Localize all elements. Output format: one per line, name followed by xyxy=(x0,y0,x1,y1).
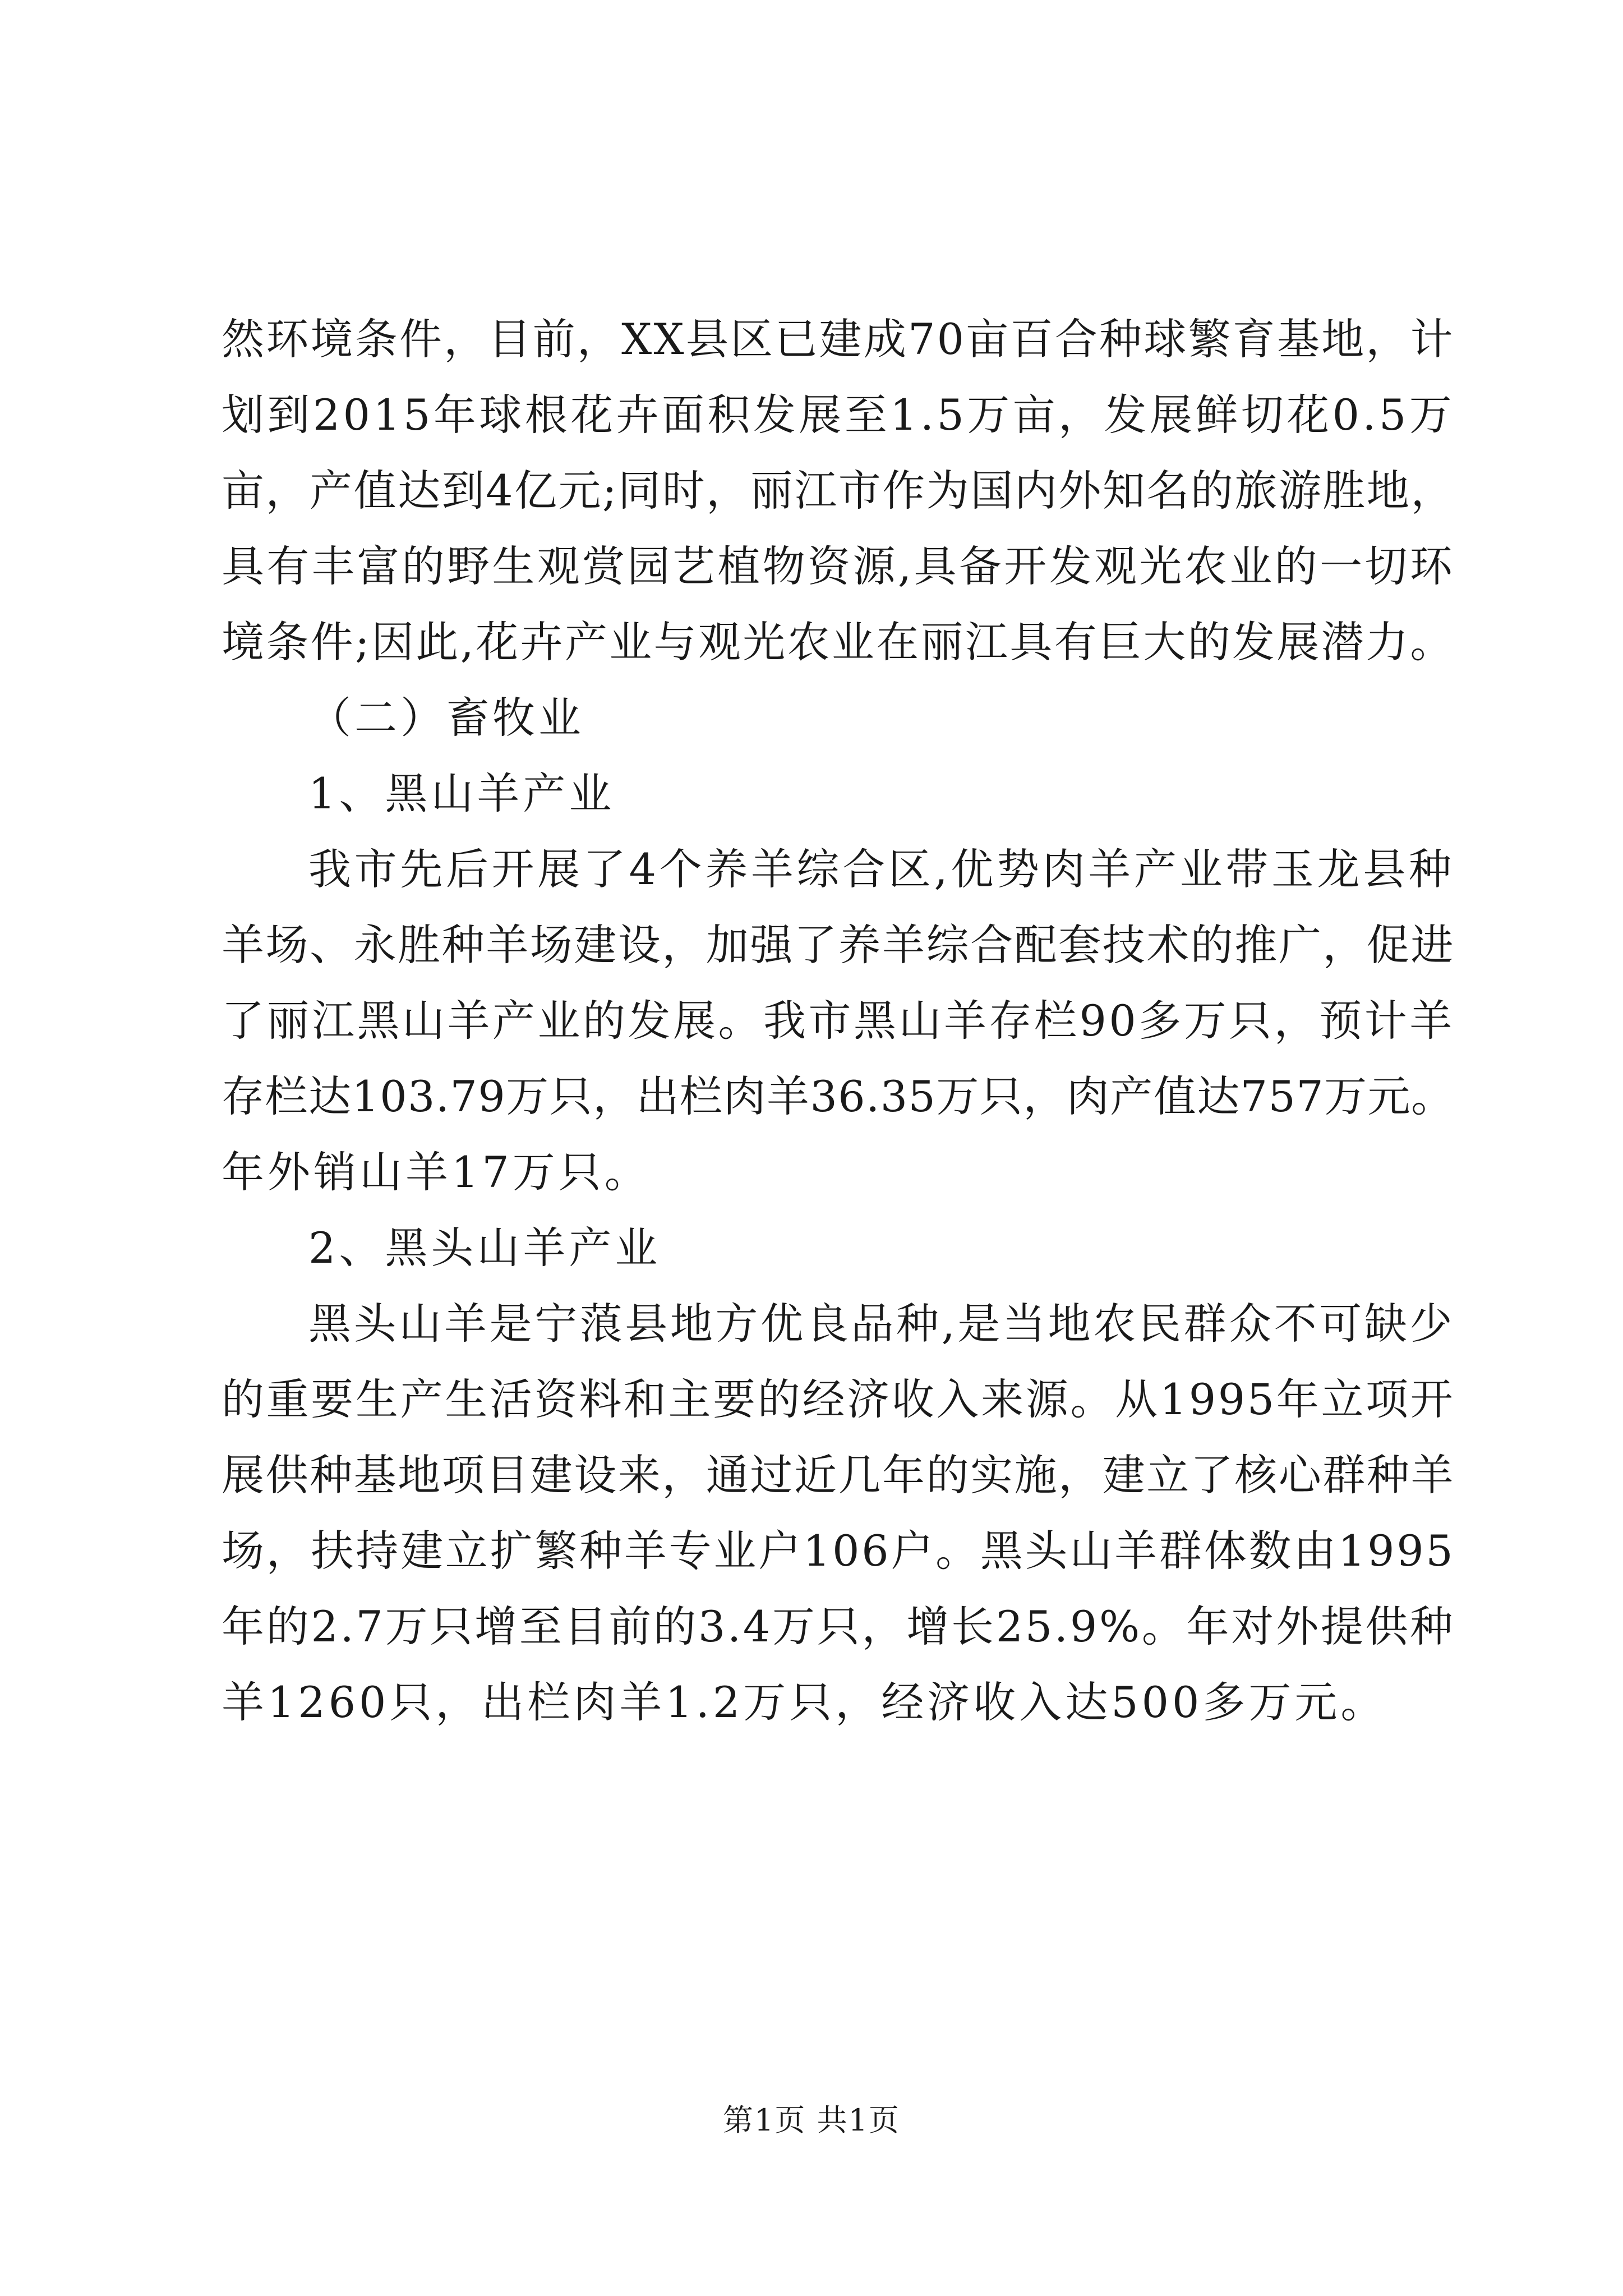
paragraph-line: 境条件;因此,花卉产业与观光农业在丽江具有巨大的发展潜力。 xyxy=(222,617,1455,667)
paragraph-line: 年外销山羊17万只。 xyxy=(222,1147,651,1197)
paragraph-line: 划到2015年球根花卉面积发展至1.5万亩，发展鲜切花0.5万 xyxy=(222,390,1455,440)
paragraph-line: 展供种基地项目建设来，通过近几年的实施，建立了核心群种羊 xyxy=(222,1450,1455,1500)
paragraph-line: 存栏达103.79万只，出栏肉羊36.35万只，肉产值达757万元。 xyxy=(222,1071,1455,1121)
subsection-heading: 1、黑山羊产业 xyxy=(308,769,615,818)
paragraph-line: 羊1260只，出栏肉羊1.2万只，经济收入达500多万元。 xyxy=(222,1677,1387,1727)
page-footer: 第1页 共1页 xyxy=(723,2102,900,2138)
paragraph-line: 亩，产值达到4亿元;同时，丽江市作为国内外知名的旅游胜地， xyxy=(222,466,1455,516)
section-heading: （二）畜牧业 xyxy=(308,693,584,743)
paragraph-line: 了丽江黑山羊产业的发展。我市黑山羊存栏90多万只，预计羊 xyxy=(222,996,1455,1046)
paragraph-line: 的重要生产生活资料和主要的经济收入来源。从1995年立项开 xyxy=(222,1374,1455,1424)
paragraph-line: 羊场、永胜种羊场建设，加强了养羊综合配套技术的推广，促进 xyxy=(222,920,1455,970)
paragraph-line: 具有丰富的野生观赏园艺植物资源,具备开发观光农业的一切环 xyxy=(222,541,1455,591)
paragraph-line: 黑头山羊是宁蒗县地方优良品种,是当地农民群众不可缺少 xyxy=(308,1299,1455,1349)
paragraph-line: 我市先后开展了4个养羊综合区,优势肉羊产业带玉龙县种 xyxy=(308,844,1455,894)
subsection-heading: 2、黑头山羊产业 xyxy=(308,1223,661,1273)
paragraph-line: 年的2.7万只增至目前的3.4万只，增长25.9%。年对外提供种 xyxy=(222,1602,1455,1651)
paragraph-line: 场，扶持建立扩繁种羊专业户106户。黑头山羊群体数由1995 xyxy=(222,1526,1455,1576)
paragraph-line: 然环境条件，目前，XX县区已建成70亩百合种球繁育基地，计 xyxy=(222,314,1455,364)
